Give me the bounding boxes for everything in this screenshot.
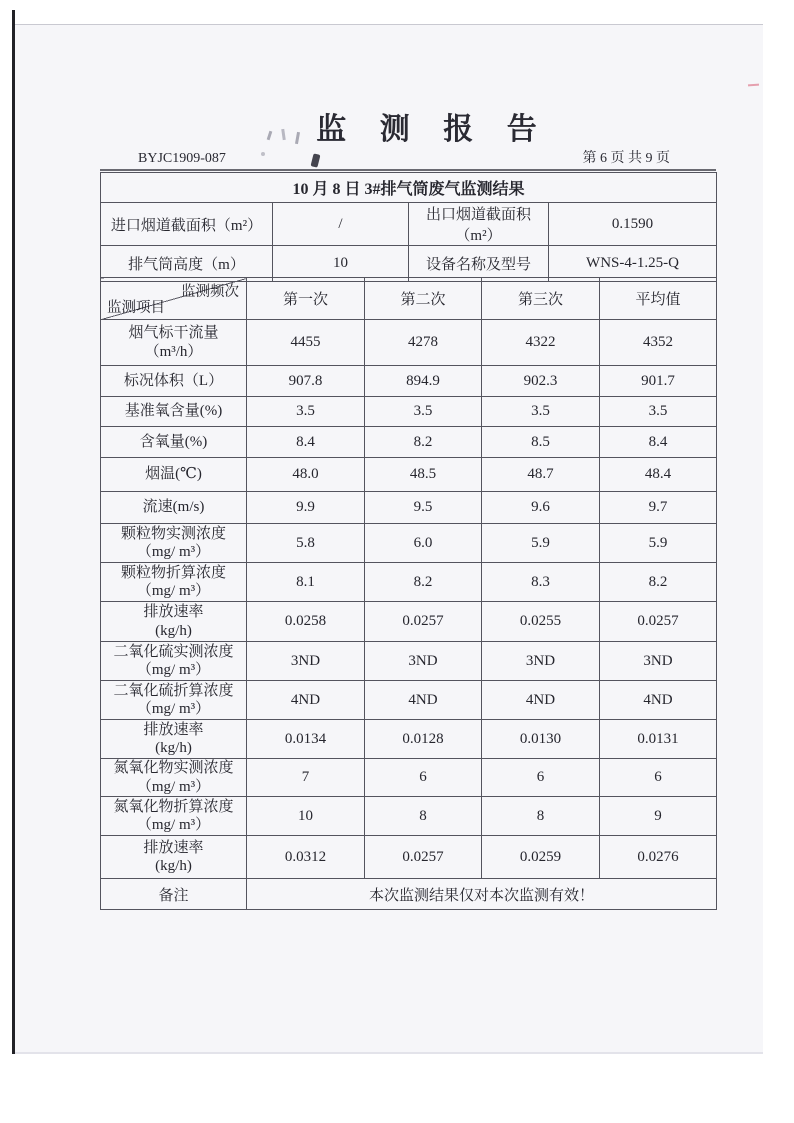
value-cell: 901.7 (600, 366, 717, 397)
row-label: 排放速率 (143, 721, 204, 738)
page-title: 监 测 报 告 (316, 113, 550, 146)
value-cell: 9 (600, 797, 717, 836)
row-label-cell (101, 366, 247, 397)
table-row (101, 797, 717, 836)
report-meta-row (100, 146, 716, 171)
row-label: 二氧化硫折算浓度 (113, 682, 234, 699)
value-cell: 894.9 (365, 366, 482, 397)
row-label-cell (101, 524, 247, 563)
row-label-cell (101, 642, 247, 681)
row-unit: （mg/ m³） (136, 817, 211, 834)
column-header-cell: 第三次 (482, 278, 600, 320)
row-label: 氮氧化物实测浓度 (113, 760, 234, 777)
row-label: 烟气标干流量 (128, 325, 219, 342)
row-label: 烟温(℃) (145, 466, 202, 483)
table-row (101, 602, 717, 642)
value-cell: 0.0257 (365, 836, 482, 879)
corner-label-item: 监测项目 (107, 300, 165, 316)
value-cell: 3.5 (600, 397, 717, 427)
table-row (101, 681, 717, 720)
row-label-cell (101, 458, 247, 492)
table-row (101, 458, 717, 492)
value-cell: 8.2 (365, 563, 482, 602)
value-cell: 4352 (600, 320, 717, 366)
value-cell: 3ND (600, 642, 717, 681)
value-cell: 9.9 (247, 492, 365, 524)
value-cell: 0.0257 (600, 602, 717, 642)
row-label: 二氧化硫实测浓度 (113, 643, 234, 660)
monitoring-table-body (101, 320, 717, 879)
row-label: 颗粒物实测浓度 (120, 525, 226, 542)
column-header-cell: 第二次 (365, 278, 482, 320)
row-label-cell (101, 720, 247, 759)
value-cell: 6 (600, 759, 717, 797)
value-cell: 8.5 (482, 427, 600, 458)
value-cell: 6 (482, 759, 600, 797)
table-row (101, 203, 717, 246)
corner-label-frequency: 监测频次 (181, 284, 239, 300)
table-row (101, 563, 717, 602)
diagonal-header-cell (101, 278, 247, 320)
row-unit: (kg/h) (155, 740, 192, 757)
value-cell: 4455 (247, 320, 365, 366)
row-label: 含氧量(%) (139, 433, 208, 450)
value-cell: 3.5 (365, 397, 482, 427)
row-label-cell (101, 492, 247, 524)
value-cell: 8 (482, 797, 600, 836)
row-unit: （mg/ m³） (136, 701, 211, 718)
row-unit: （mg/ m³） (136, 778, 211, 795)
value-cell: 4ND (365, 681, 482, 720)
info-label-cell: 出口烟道截面积（m²） (409, 203, 549, 246)
value-cell: 8.4 (600, 427, 717, 458)
info-label-cell: 进口烟道截面积（m²） (101, 203, 273, 246)
value-cell: 3ND (365, 642, 482, 681)
info-table (100, 172, 717, 282)
value-cell: 48.5 (365, 458, 482, 492)
row-label: 基准氧含量(%) (124, 403, 223, 420)
value-cell: 0.0276 (600, 836, 717, 879)
table-row (101, 320, 717, 366)
row-label: 标况体积（L） (123, 372, 224, 389)
value-cell: 5.8 (247, 524, 365, 563)
remark-row (101, 879, 717, 910)
table-row (101, 397, 717, 427)
table-row (101, 759, 717, 797)
value-cell: 0.0128 (365, 720, 482, 759)
table-row (101, 720, 717, 759)
value-cell: 8.2 (365, 427, 482, 458)
value-cell: 3ND (482, 642, 600, 681)
value-cell: 3ND (247, 642, 365, 681)
value-cell: 902.3 (482, 366, 600, 397)
row-label-cell (101, 759, 247, 797)
page-indicator: 第 6 页 共 9 页 (582, 151, 670, 166)
row-label: 流速(m/s) (142, 499, 205, 516)
header-row (101, 278, 717, 320)
info-value-cell: / (273, 203, 409, 246)
value-cell: 0.0312 (247, 836, 365, 879)
value-cell: 8 (365, 797, 482, 836)
value-cell: 3.5 (482, 397, 600, 427)
value-cell: 4ND (482, 681, 600, 720)
value-cell: 10 (247, 797, 365, 836)
table-row (101, 836, 717, 879)
value-cell: 907.8 (247, 366, 365, 397)
value-cell: 5.9 (482, 524, 600, 563)
table-row (101, 366, 717, 397)
value-cell: 4ND (600, 681, 717, 720)
value-cell: 48.7 (482, 458, 600, 492)
info-label-cell: 排气筒高度（m） (101, 246, 273, 282)
table-title: 10 月 8 日 3#排气筒废气监测结果 (101, 173, 717, 203)
value-cell: 48.4 (600, 458, 717, 492)
value-cell: 0.0257 (365, 602, 482, 642)
value-cell: 48.0 (247, 458, 365, 492)
value-cell: 0.0131 (600, 720, 717, 759)
value-cell: 3.5 (247, 397, 365, 427)
row-unit: （mg/ m³） (136, 662, 211, 679)
info-value-cell: 10 (273, 246, 409, 282)
remark-label-cell: 备注 (101, 879, 247, 910)
row-unit: （m³/h） (144, 343, 203, 360)
value-cell: 7 (247, 759, 365, 797)
remark-text-cell: 本次监测结果仅对本次监测有效！ (247, 879, 717, 910)
value-cell: 9.5 (365, 492, 482, 524)
monitoring-table (100, 277, 717, 910)
table-row (101, 427, 717, 458)
value-cell: 4278 (365, 320, 482, 366)
info-value-cell: WNS-4-1.25-Q (549, 246, 717, 282)
row-label-cell (101, 563, 247, 602)
row-label-cell (101, 797, 247, 836)
value-cell: 6 (365, 759, 482, 797)
table-row (101, 524, 717, 563)
row-label: 氮氧化物折算浓度 (113, 798, 234, 815)
row-unit: （mg/ m³） (136, 583, 211, 600)
row-label-cell (101, 681, 247, 720)
value-cell: 0.0134 (247, 720, 365, 759)
row-label-cell (101, 427, 247, 458)
value-cell: 8.4 (247, 427, 365, 458)
row-unit: （mg/ m³） (136, 544, 211, 561)
value-cell: 5.9 (600, 524, 717, 563)
value-cell: 4322 (482, 320, 600, 366)
value-cell: 6.0 (365, 524, 482, 563)
column-header-cell: 平均值 (600, 278, 717, 320)
row-label: 排放速率 (143, 839, 204, 856)
value-cell: 0.0130 (482, 720, 600, 759)
value-cell: 0.0255 (482, 602, 600, 642)
value-cell: 4ND (247, 681, 365, 720)
row-label-cell (101, 602, 247, 642)
row-unit: (kg/h) (155, 622, 192, 639)
report-number: BYJC1909-087 (138, 151, 226, 166)
value-cell: 9.6 (482, 492, 600, 524)
row-label: 排放速率 (143, 604, 204, 621)
row-label-cell (101, 320, 247, 366)
column-header-cell: 第一次 (247, 278, 365, 320)
paper-bottom-edge (15, 1052, 763, 1054)
row-label-cell (101, 397, 247, 427)
value-cell: 8.2 (600, 563, 717, 602)
row-label-cell (101, 836, 247, 879)
table-row (101, 492, 717, 524)
info-value-cell: 0.1590 (549, 203, 717, 246)
row-label: 颗粒物折算浓度 (120, 564, 226, 581)
value-cell: 8.3 (482, 563, 600, 602)
info-label-cell: 设备名称及型号 (409, 246, 549, 282)
value-cell: 9.7 (600, 492, 717, 524)
value-cell: 0.0258 (247, 602, 365, 642)
table-row (101, 642, 717, 681)
row-unit: (kg/h) (155, 858, 192, 875)
value-cell: 8.1 (247, 563, 365, 602)
value-cell: 0.0259 (482, 836, 600, 879)
